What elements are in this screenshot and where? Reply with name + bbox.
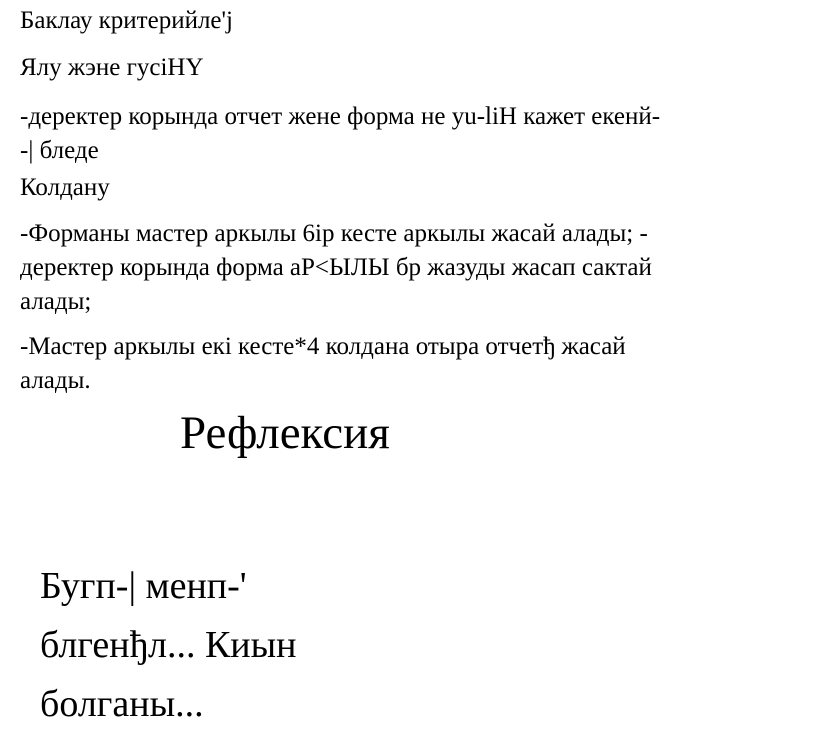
- paragraph-line: -Форманы мастер аркылы 6ір кесте аркылы жасай алады; -: [20, 220, 648, 247]
- paragraph-line: -| бледе: [20, 137, 99, 164]
- reflection-line: блгенђл... Киын: [40, 623, 297, 666]
- paragraph-line: деректер корында форма аР<ЫЛЫ бр жазуды жасап сактай: [20, 254, 652, 281]
- paragraph-forms: [20, 217, 810, 319]
- paragraph-line: -деректер корында отчет жене форма не yu-liН кажет екенй-: [20, 103, 661, 130]
- reflection-heading: Рефлексия: [180, 407, 390, 459]
- reflection-line: болганы...: [40, 682, 204, 725]
- paragraph-line: -Мастер аркылы eкi кесте*4 колдана отыра отчетђ жасай: [20, 333, 626, 360]
- subtitle: Ялу жэне гусiНY: [20, 54, 204, 81]
- usage-label: Колдану: [20, 174, 110, 201]
- paragraph-reporting: [20, 100, 810, 168]
- paragraph-line: алады;: [20, 288, 92, 315]
- paragraph-line: алады.: [20, 367, 91, 394]
- criteria-title: Баклау критерийле'j: [20, 7, 233, 34]
- paragraph-reports: [20, 330, 810, 398]
- reflection-line: Бугп-| менп-': [40, 565, 247, 607]
- reflection-text: [40, 557, 460, 734]
